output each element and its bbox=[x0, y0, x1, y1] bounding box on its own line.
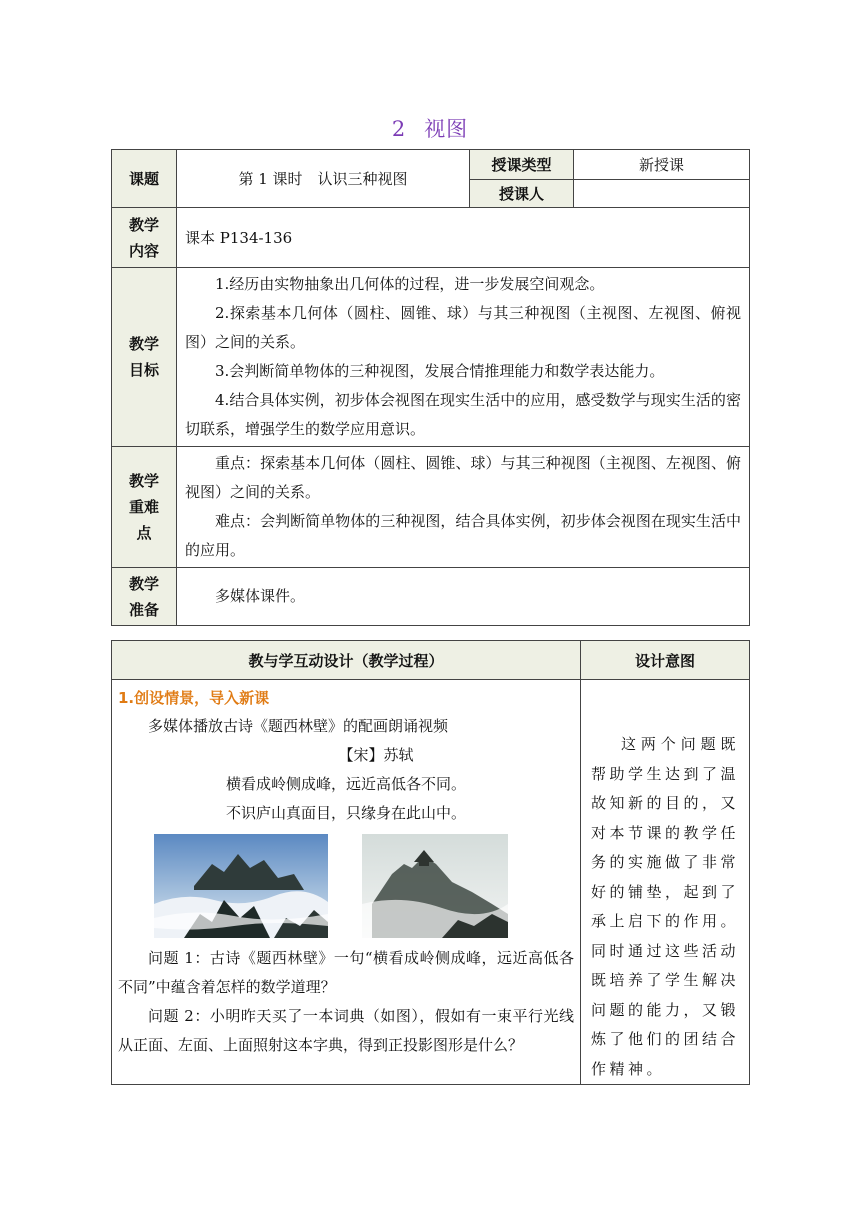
goal-item: 2.探索基本几何体（圆柱、圆锥、球）与其三种视图（主视图、左视图、俯视图）之间的关系。 bbox=[185, 304, 741, 351]
topic-label: 课题 bbox=[112, 150, 177, 208]
question-2: 问题 2：小明昨天买了一本词典（如图），假如有一束平行光线从正面、左面、上面照射这本字典，得到正投影图形是什么？ bbox=[118, 1007, 574, 1054]
process-header: 教与学互动设计（教学过程） bbox=[112, 641, 581, 680]
poem-line: 横看成岭侧成峰，远近高低各不同。 bbox=[225, 775, 466, 793]
question-1: 问题 1：古诗《题西林壁》一句“横看成岭侧成峰，远近高低各不同”中蕴含着怎样的数学道理？ bbox=[118, 949, 574, 996]
page-title bbox=[0, 113, 860, 143]
key-point: 难点：会判断简单物体的三种视图，结合具体实例，初步体会视图在现实生活中的应用。 bbox=[185, 512, 741, 559]
content-label bbox=[112, 208, 177, 268]
design-intent-text: 这两个问题既帮助学生达到了温故知新的目的，又对本节课的教学任务的实施做了非常好的铺垫，起到了承上启下的作用。同时通过这些活动既培养了学生解决问题的能力，又锻炼了他们的团结合作精神。 bbox=[591, 735, 740, 1078]
prep-label bbox=[112, 568, 177, 626]
goal-label-line2: 目标 bbox=[128, 361, 159, 379]
landscape-images bbox=[118, 834, 574, 938]
key-label-line3: 点 bbox=[136, 524, 152, 542]
section-title: 1.创设情景，导入新课 bbox=[118, 689, 270, 707]
goal-label bbox=[112, 268, 177, 447]
key-label-line2: 重难 bbox=[128, 498, 159, 516]
prep-label-line1: 教学 bbox=[128, 574, 159, 593]
key-label-line1: 教学 bbox=[128, 472, 159, 490]
topic-value: 第 1 课时 认识三种视图 bbox=[177, 150, 470, 208]
teacher-value bbox=[574, 180, 750, 208]
goal-item: 3.会判断简单物体的三种视图，发展合情推理能力和数学表达能力。 bbox=[215, 362, 665, 380]
teaching-process-table bbox=[111, 640, 750, 1085]
title-number: 2 bbox=[391, 117, 407, 141]
poem-author: 【宋】苏轼 bbox=[338, 746, 414, 764]
intent-header: 设计意图 bbox=[581, 641, 750, 680]
key-points-label bbox=[112, 447, 177, 568]
prep-cell bbox=[177, 568, 750, 626]
type-label: 授课类型 bbox=[470, 150, 574, 180]
lesson-info-table bbox=[111, 149, 750, 626]
goal-label-line1: 教学 bbox=[128, 335, 159, 353]
content-label-line1: 教学 bbox=[128, 215, 159, 234]
goal-item: 1.经历由实物抽象出几何体的过程，进一步发展空间观念。 bbox=[215, 275, 605, 293]
poem-line: 不识庐山真面目，只缘身在此山中。 bbox=[225, 804, 466, 822]
content-label-line2: 内容 bbox=[128, 241, 159, 260]
design-intent-cell bbox=[581, 680, 750, 1085]
process-body bbox=[112, 680, 581, 1085]
key-point: 重点：探索基本几何体（圆柱、圆锥、球）与其三种视图（主视图、左视图、俯视图）之间的关系。 bbox=[185, 454, 741, 501]
content-value: 课本 P134-136 bbox=[177, 208, 750, 268]
key-points-cell bbox=[177, 447, 750, 568]
title-text: 视图 bbox=[424, 117, 469, 141]
prep-label-line2: 准备 bbox=[128, 600, 159, 619]
mountain-pavilion-in-mist-image bbox=[362, 834, 508, 938]
goals-cell bbox=[177, 268, 750, 447]
intro-text: 多媒体播放古诗《题西林壁》的配画朗诵视频 bbox=[148, 717, 449, 735]
prep-value: 多媒体课件。 bbox=[215, 587, 306, 605]
goal-item: 4.结合具体实例，初步体会视图在现实生活中的应用，感受数学与现实生活的密切联系，增强学生的数学应用意识。 bbox=[185, 391, 741, 438]
type-value: 新授课 bbox=[574, 150, 750, 180]
teacher-label: 授课人 bbox=[470, 180, 574, 208]
mountain-sea-of-clouds-image bbox=[154, 834, 328, 938]
